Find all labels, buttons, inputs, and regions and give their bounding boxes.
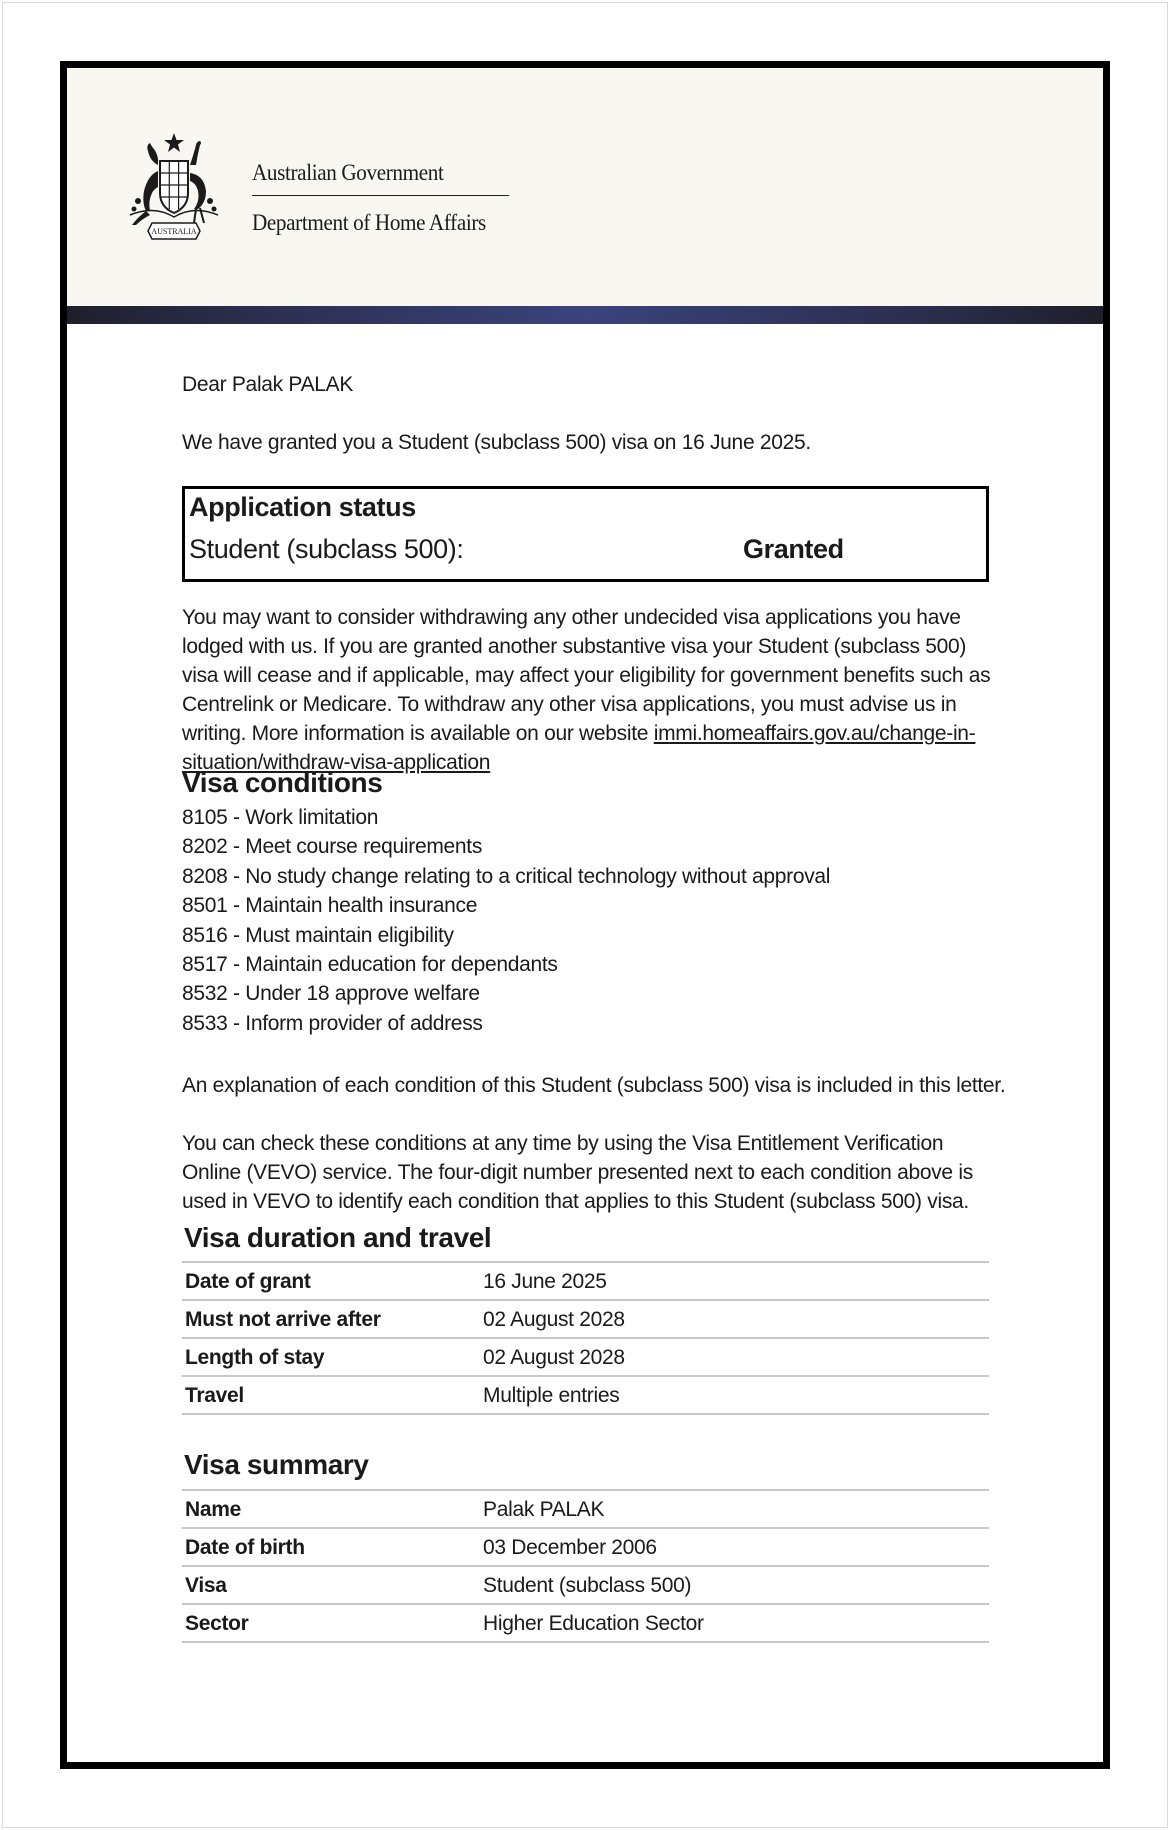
letter-frame [60,61,1110,1769]
row-value: Multiple entries [483,1383,620,1407]
row-value: Student (subclass 500) [483,1573,692,1597]
conditions-explanation: An explanation of each condition of this Student (subclass 500) visa is included in this letter. [182,1074,1006,1097]
table-row [182,1338,989,1376]
row-key: Date of grant [185,1269,311,1293]
visa-summary-title: Visa summary [184,1449,369,1480]
row-value: 16 June 2025 [483,1269,607,1293]
table-row [182,1566,989,1604]
row-key: Name [185,1497,241,1521]
condition-item: 8517 - Maintain education for dependants [182,952,558,976]
row-value: Higher Education Sector [483,1611,704,1635]
condition-item: 8533 - Inform provider of address [182,1011,483,1035]
condition-item: 8532 - Under 18 approve welfare [182,982,480,1006]
vevo-notice: You can check these conditions at any time by using the Visa Entitlement Verification Online (VEVO) service. The four-digit number presented next to each condition above is used in VEVO to identify each condition that applies to this Student (subclass 500) visa. [182,1132,973,1213]
visa-duration-title: Visa duration and travel [184,1222,492,1253]
condition-item: 8208 - No study change relating to a critical technology without approval [182,864,831,888]
table-row [182,1604,989,1642]
application-status-title: Application status [189,492,416,522]
letter-header [67,68,1103,306]
application-status-value: Granted [743,534,844,564]
withdraw-info-link[interactable]: immi.homeaffairs.gov.au/change-in-situation/withdraw-visa-application [182,722,976,774]
application-status-box [182,486,989,582]
visa-duration-table [182,1261,989,1415]
row-key: Visa [185,1573,227,1597]
table-row [182,1376,989,1414]
condition-item: 8202 - Meet course requirements [182,835,483,859]
condition-item: 8516 - Must maintain eligibility [182,923,454,947]
row-key: Date of birth [185,1535,305,1559]
visa-conditions-title: Visa conditions [182,767,383,798]
table-row [182,1300,989,1338]
greeting: Dear Palak PALAK [182,373,354,396]
row-key: Length of stay [185,1345,325,1369]
row-key: Travel [185,1383,244,1407]
header-divider [252,195,509,196]
withdraw-notice [182,603,992,777]
condition-item: 8105 - Work limitation [182,806,379,829]
condition-item: 8501 - Maintain health insurance [182,894,478,918]
withdraw-notice-text: You may want to consider withdrawing any other undecided visa applications you have lodged with us. If you are granted another substantive visa your Student (subclass 500) visa will cease and if applicable, may affect your eligibility for government benefits such as Centrelink or Medicare. To withdraw any other visa applications, you must advise us in writing. More information is available on our website [182,606,991,745]
visa-conditions-list [182,803,830,1038]
application-status-label: Student (subclass 500): [189,534,464,564]
row-value: 03 December 2006 [483,1535,657,1559]
row-value: 02 August 2028 [483,1345,625,1369]
header-band [67,306,1103,324]
row-value: Palak PALAK [483,1497,605,1521]
department-name: Department of Home Affairs [252,210,486,235]
row-key: Must not arrive after [185,1307,381,1331]
commonwealth-coat-of-arms-icon [124,131,224,244]
grant-statement: We have granted you a Student (subclass 500) visa on 16 June 2025. [182,431,811,454]
row-value: 02 August 2028 [483,1307,625,1331]
table-row [182,1528,989,1566]
table-row [182,1490,989,1528]
visa-summary-table [182,1489,989,1643]
table-row [182,1262,989,1300]
crest-scroll-text: AUSTRALIA [151,227,197,236]
row-key: Sector [185,1611,249,1635]
government-name: Australian Government [252,160,444,185]
